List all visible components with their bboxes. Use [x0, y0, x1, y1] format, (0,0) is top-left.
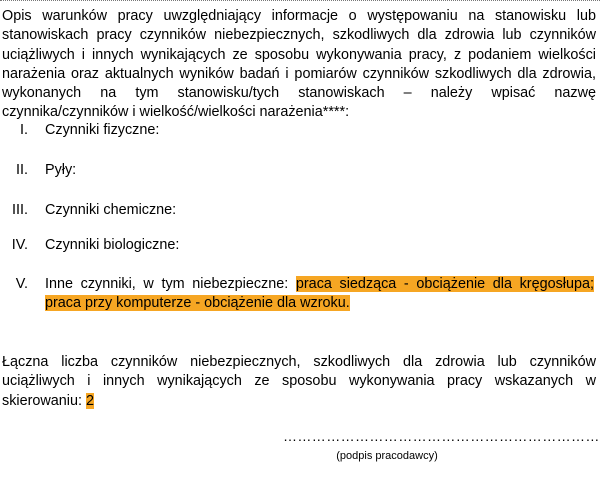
factor-label	[45, 275, 594, 314]
factor-other-value[interactable]: praca siedząca - obciążenie dla kręgosłupa; praca przy komputerze - obciążenie dla wzroku.	[45, 276, 594, 312]
factor-label: Pyły:	[45, 162, 77, 178]
factor-number: V.	[15, 276, 28, 292]
top-dotted-separator	[0, 0, 600, 6]
factor-number: II.	[16, 162, 28, 178]
signature-caption: (podpis pracodawcy)	[336, 450, 438, 462]
factor-number: IV.	[11, 237, 28, 253]
factor-label: Czynniki chemiczne:	[45, 202, 177, 218]
factor-number: III.	[12, 202, 28, 218]
summary-paragraph	[2, 353, 596, 411]
factor-other-label: Inne czynniki, w tym niebezpieczne:	[45, 276, 289, 292]
factor-label: Czynniki fizyczne:	[45, 122, 160, 138]
summary-count-value[interactable]: 2	[86, 392, 95, 409]
factor-number: I.	[20, 122, 28, 138]
summary-text: Łączna liczba czynników niebezpiecznych, szkodliwych dla zdrowia lub czynników uciążliwych i innych wynikających ze sposobu wykonywania pracy wskazanych w skierowaniu:	[2, 354, 596, 409]
intro-paragraph: Opis warunków pracy uwzględniający informacje o występowaniu na stanowisku lub stanowiskach pracy czynników niebezpiecznych, szkodliwych dla zdrowia lub czynników uciążliwych i innych wynikających ze sposobu wykonywania pracy, z podaniem wielkości narażenia oraz aktualnych wyników badań i pomiarów czynników szkodliwych dla zdrowia, wykonanych na tym stanowisku/tych stanowiskach – należy wpisać nazwę czynnika/czynników i wielkość/wielkości narażenia****:	[2, 8, 596, 121]
signature-line[interactable]: …………………………………………………………	[283, 428, 600, 444]
factor-label: Czynniki biologiczne:	[45, 237, 180, 253]
